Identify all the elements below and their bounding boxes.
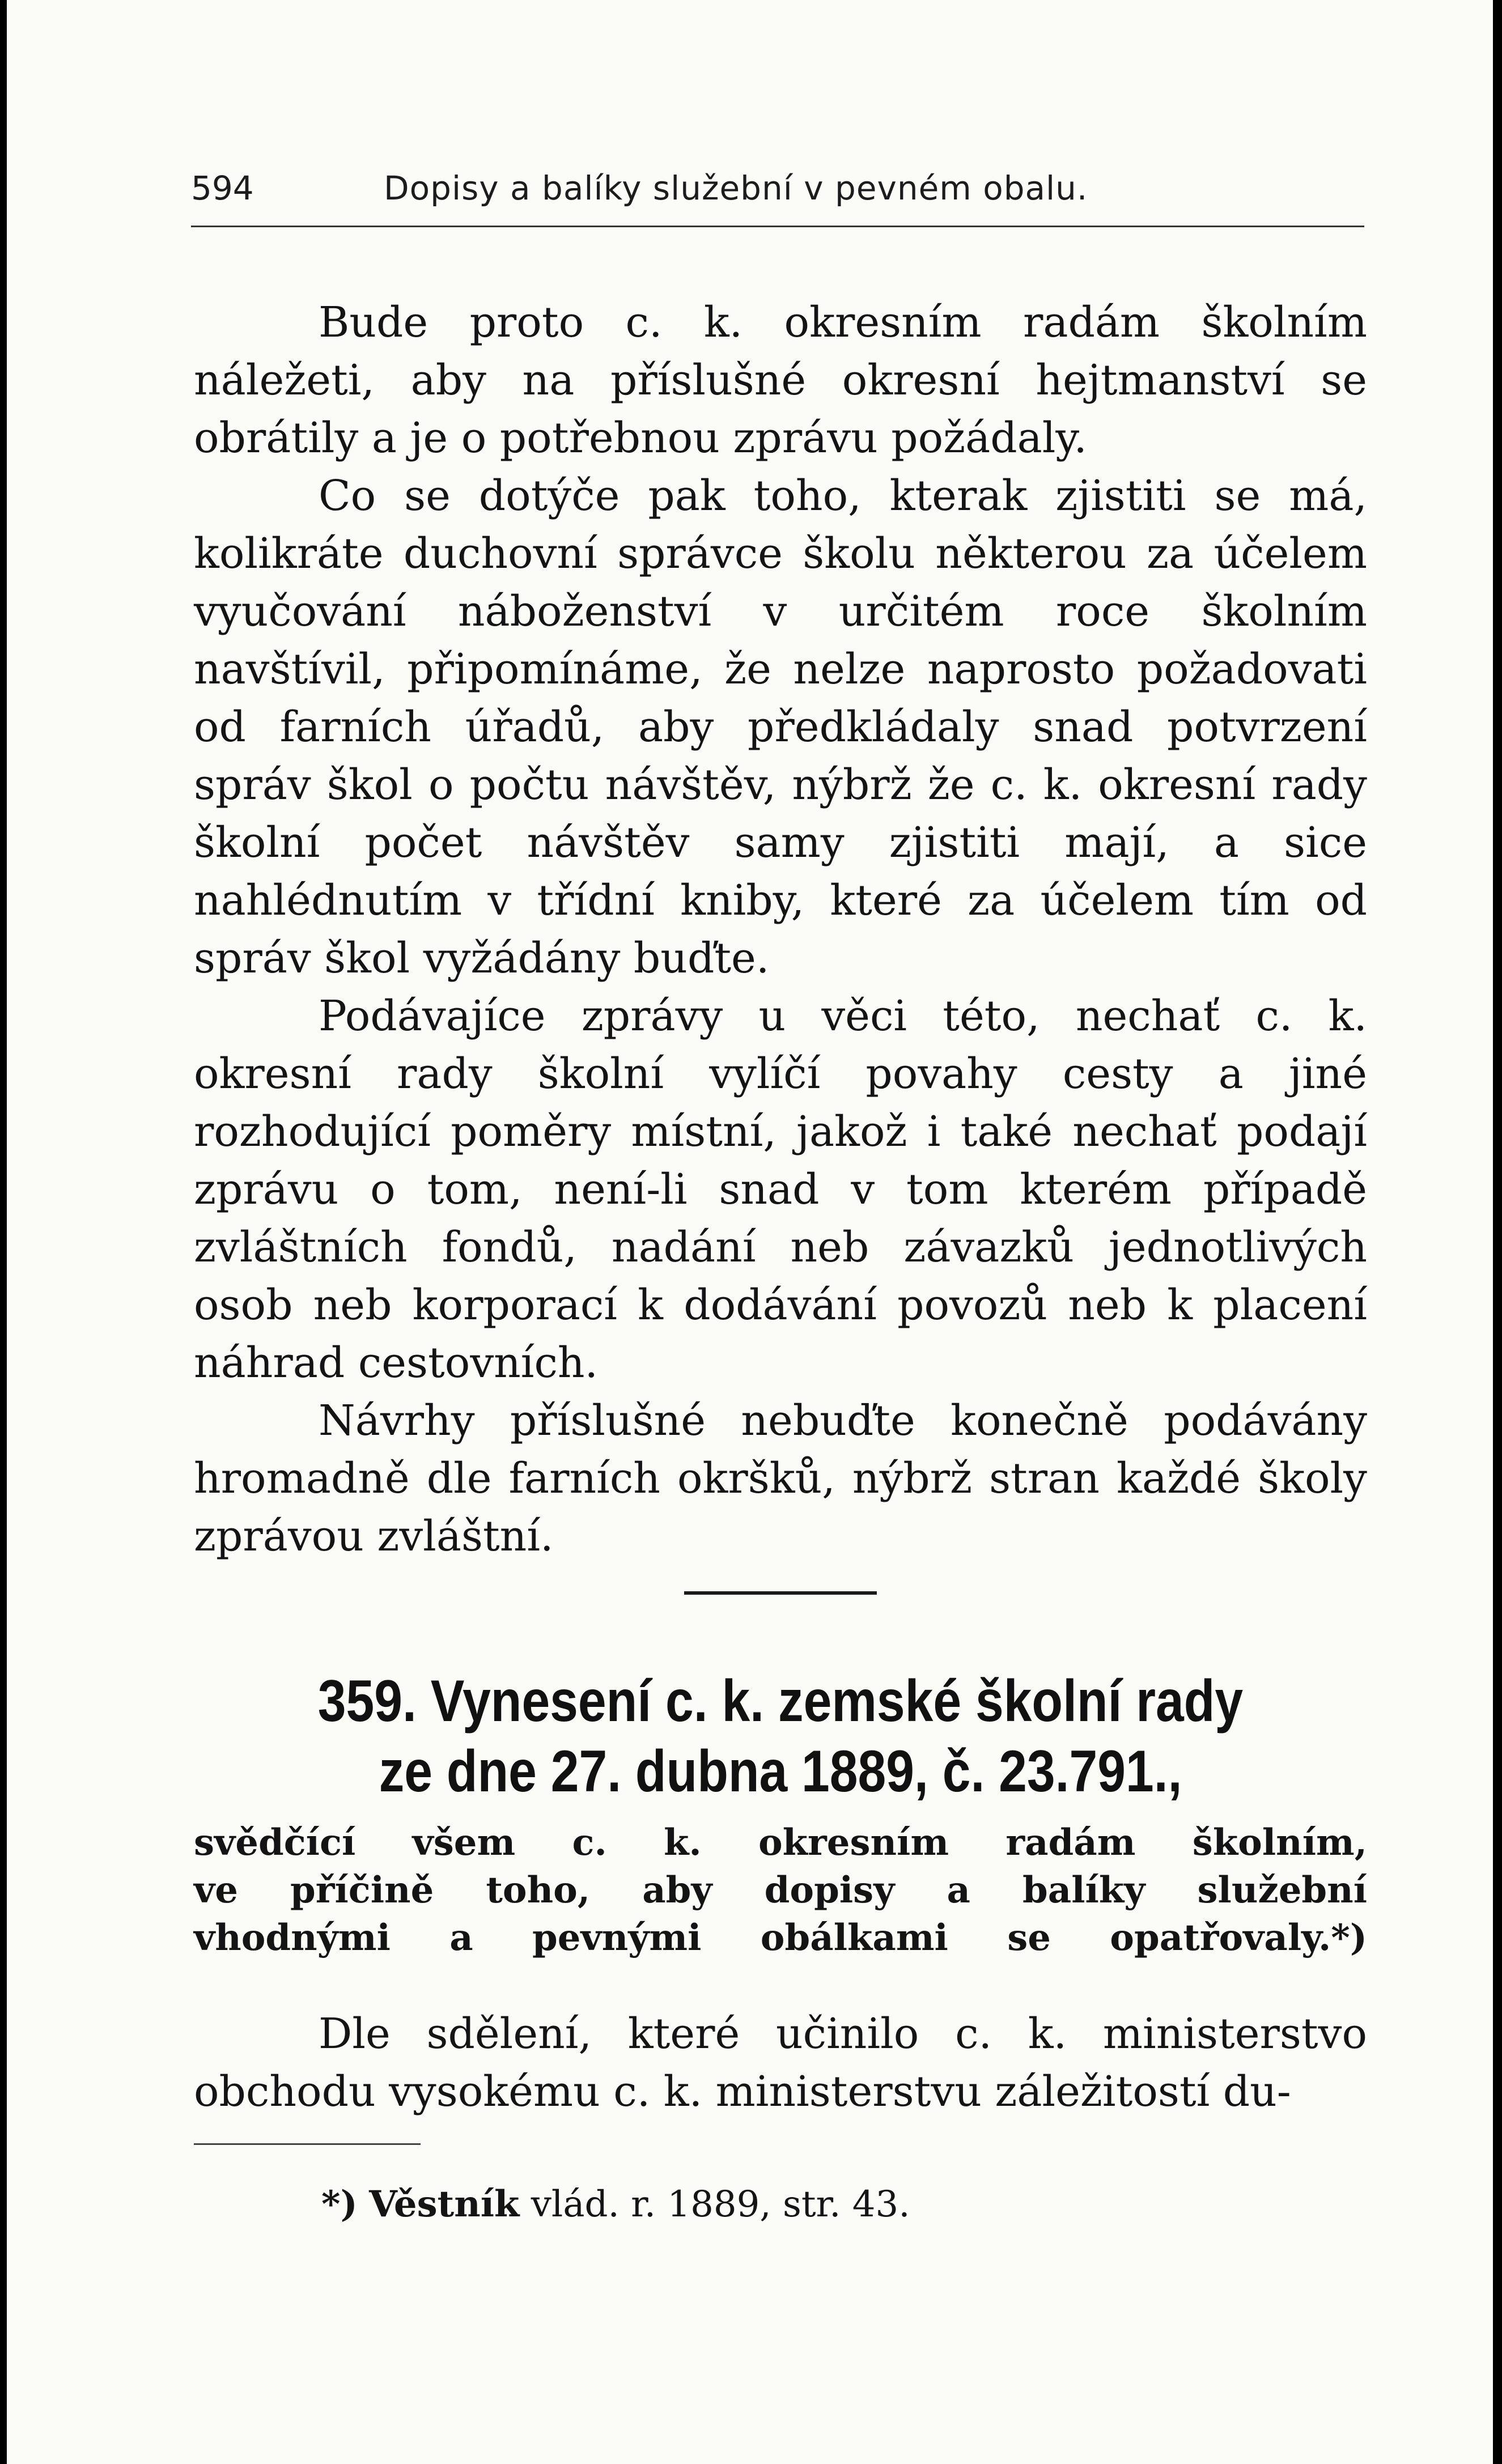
- paragraph: Podávajíce zprávy u věci této, nechať c. k. okresní rady školní vylíčí povahy cesty a jiné rozhodující poměry místní, jakož i také nechať podají zprávu o tom, není-li snad v tom kterém případě zvláštních fondů, nadání neb závazků jednotlivých osob neb korporací k dodávání povozů neb k placení náhrad cestovních.: [194, 992, 1367, 1387]
- body-text: [194, 294, 1367, 1565]
- footnote: [321, 2181, 1342, 2228]
- document-page: [7, 0, 1493, 2464]
- section-title: [276, 1666, 1285, 1807]
- section-subtitle: [194, 1819, 1367, 1962]
- header-rule: [191, 226, 1364, 227]
- footnote-rule: [194, 2143, 421, 2145]
- section-title-line: 359. Vynesení c. k. zemské školní rady: [317, 1668, 1244, 1734]
- footnote-marker: *): [321, 2183, 358, 2225]
- running-title: Dopisy a balíky služební v pevném obalu.: [384, 169, 1088, 207]
- paragraph: Bude proto c. k. okresním radám školním náležeti, aby na příslušné okresní hejtmanství se obrátily a je o potřebnou zprávu požádaly.: [194, 298, 1367, 462]
- page-number: 594: [191, 169, 254, 207]
- paragraph: Dle sdělení, které učinilo c. k. ministerstvo obchodu vysokému c. k. ministerstvu záležitostí du-: [194, 2010, 1367, 2116]
- page-header: [191, 169, 1364, 220]
- paragraph: Co se dotýče pak toho, kterak zjistiti se má, kolikráte duchovní správce školu některou za účelem vyučování náboženství v určitém roce školním navštívil, připomínáme, že nelze naprosto požadovati od farních úřadů, aby předkládaly snad potvrzení správ škol o počtu návštěv, nýbrž že c. k. okresní rady školní počet návštěv samy zjistiti mají, a sice nahlédnutím v třídní kniby, které za účelem tím od správ škol vyžádány buďte.: [194, 471, 1367, 983]
- section-subtitle-line: vhodnými a pevnými obálkami se opatřovaly.*): [194, 1917, 1367, 1959]
- section-subtitle-line: svědčící všem c. k. okresním radám školním,: [194, 1821, 1367, 1864]
- section-title-line: ze dne 27. dubna 1889, č. 23.791.,: [379, 1739, 1182, 1804]
- section-body: [194, 2005, 1367, 2121]
- section-subtitle-line: ve příčině toho, aby dopisy a balíky služební: [194, 1869, 1367, 1911]
- section-separator: [684, 1591, 877, 1595]
- footnote-text: vlád. r. 1889, str. 43.: [531, 2183, 910, 2225]
- paragraph: Návrhy příslušné nebuďte konečně podávány hromadně dle farních okršků, nýbrž stran každé školy zprávou zvláštní.: [194, 1396, 1367, 1561]
- footnote-source: Věstník: [369, 2183, 520, 2225]
